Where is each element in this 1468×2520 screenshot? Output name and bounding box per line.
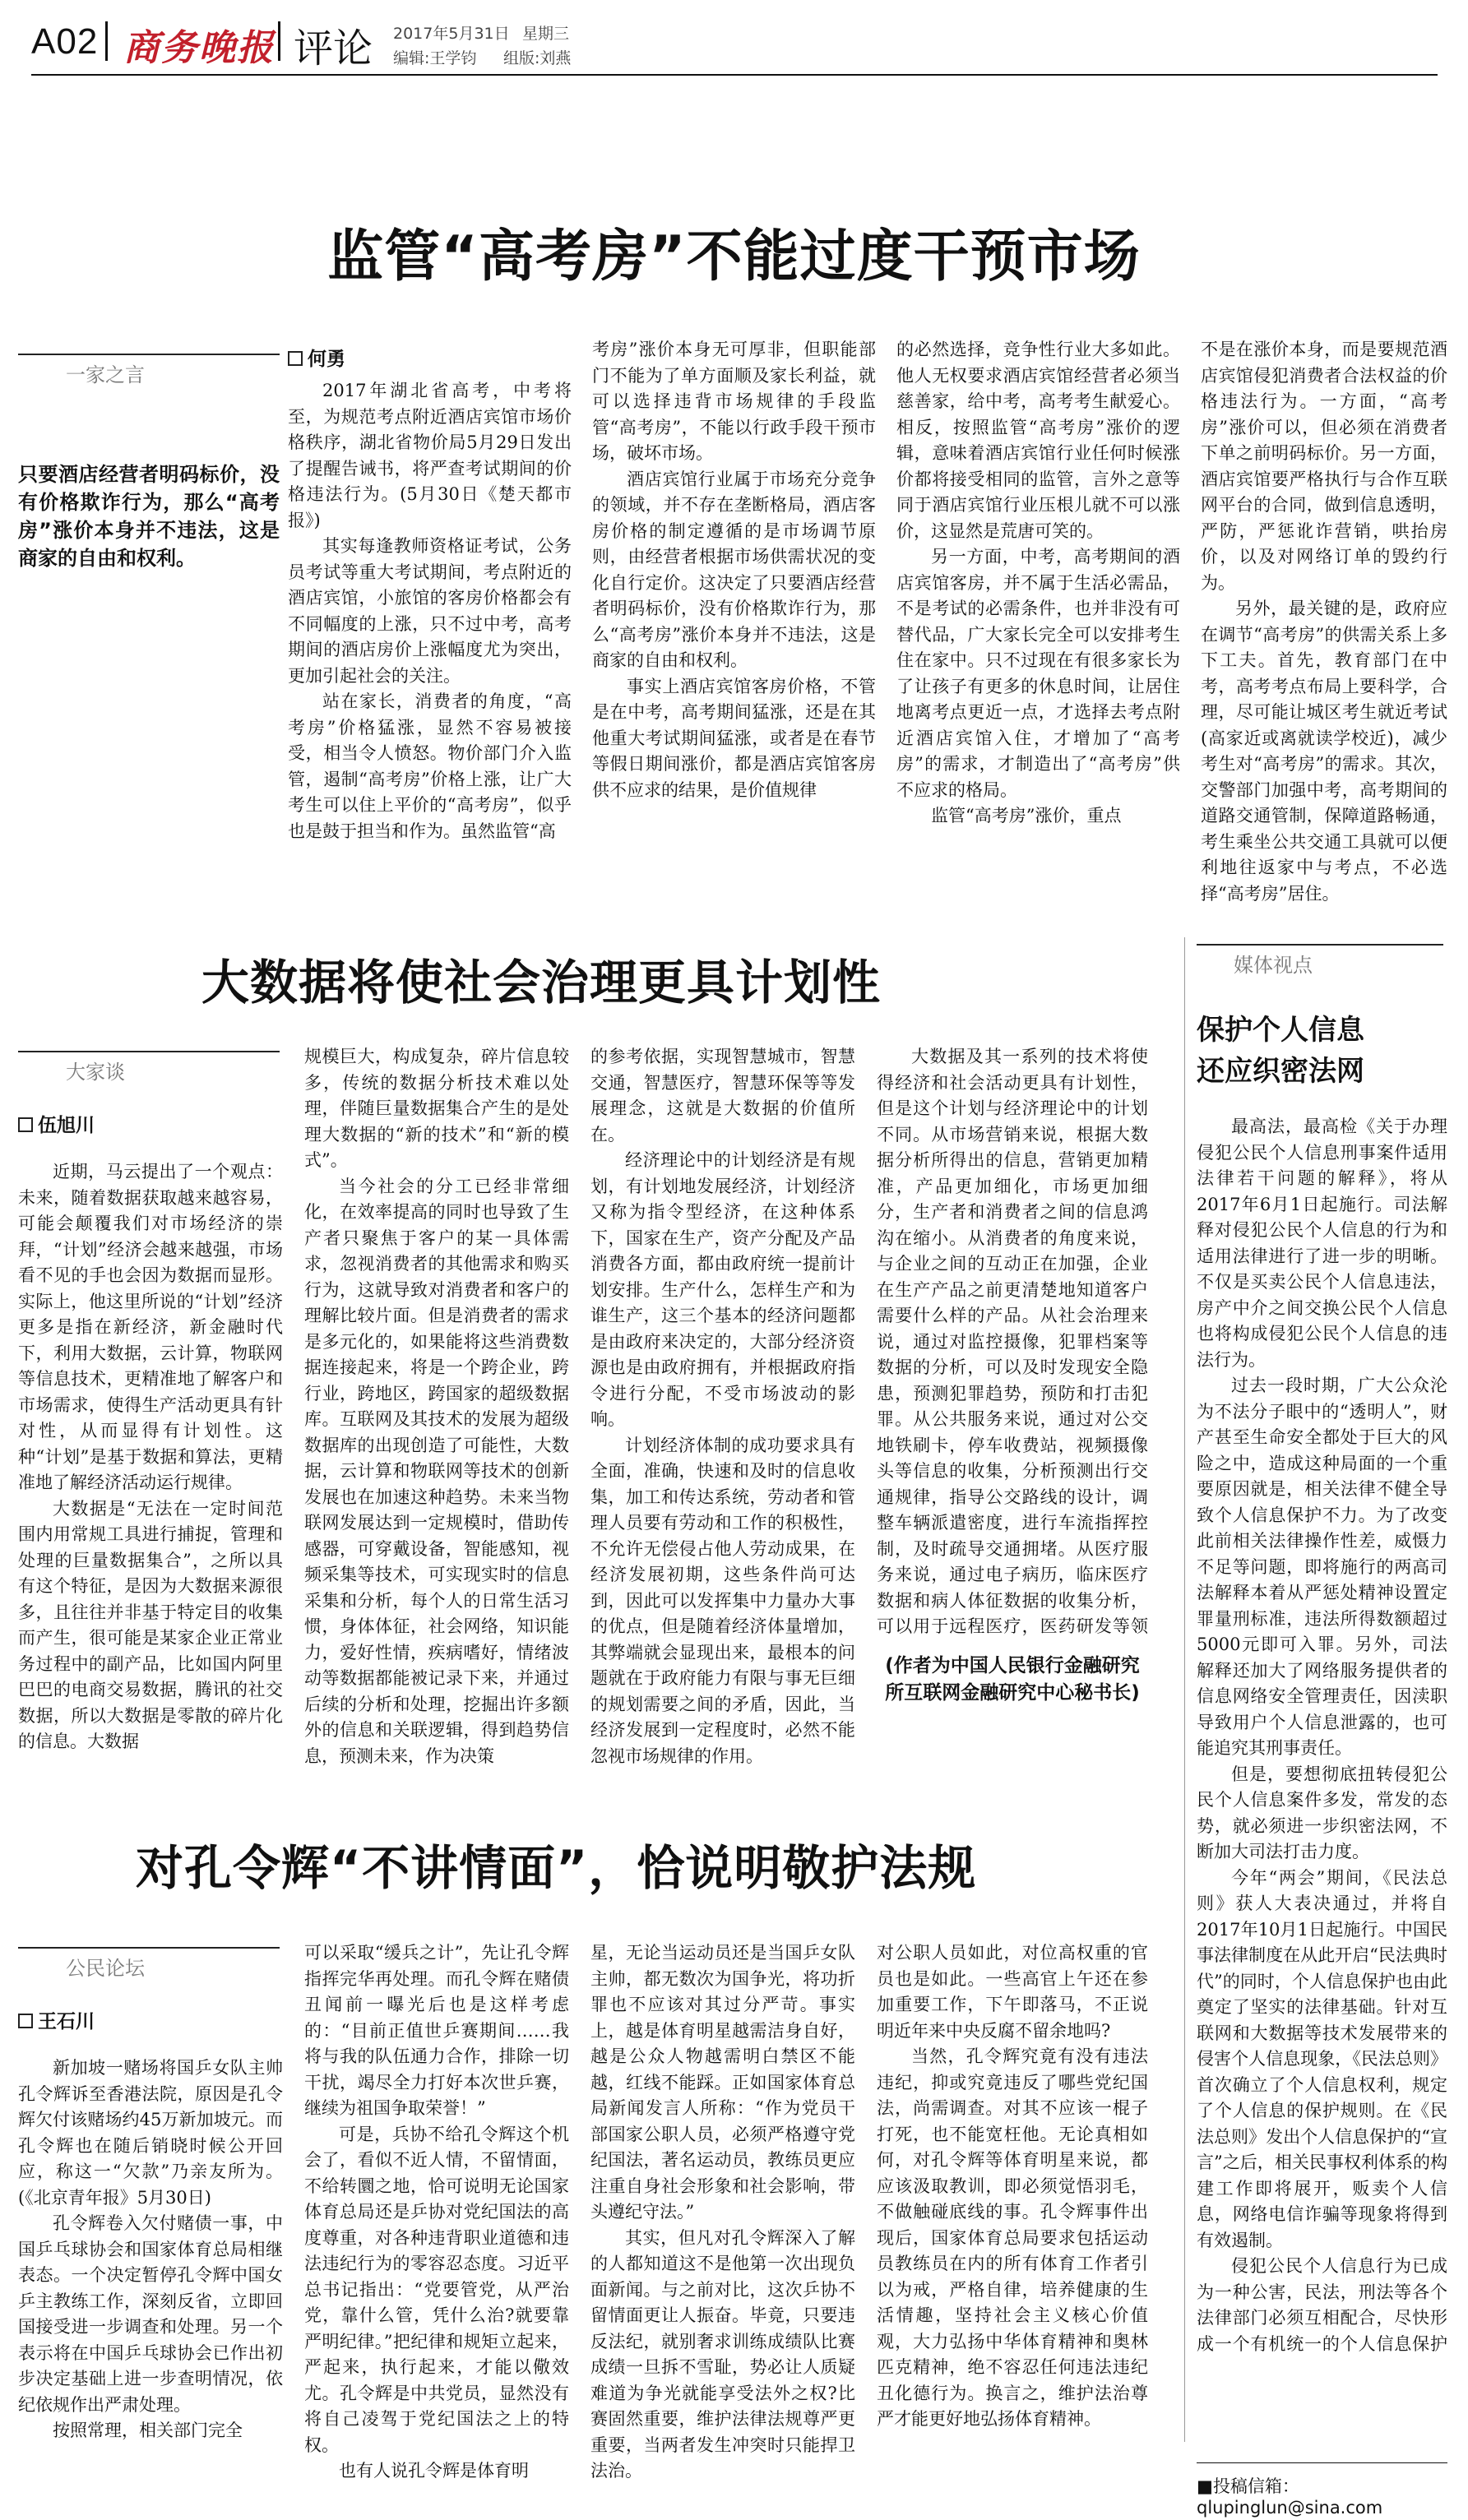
- footer-rule: [1197, 2462, 1447, 2463]
- article2-headline: 大数据将使社会治理更具计划性: [201, 955, 882, 1010]
- issue-weekday: 星期三: [522, 25, 570, 43]
- author-2: 伍旭川: [18, 1110, 95, 1137]
- article1-headline: 监管“高考房”不能过度干预市场: [327, 224, 1141, 289]
- column-box-1: [18, 354, 280, 355]
- article2-col3: 的参考依据，实现智慧城市，智慧交通，智慧医疗，智慧环保等等发展理念，这就是大数据的价值所在。 经济理论中的计划经济是有规划，有计划地发展经济，计划经济又称为指令型经济，在这种体系下，国家在生产，资产分配及产品消费各方面，都由政府统一提前计划安排。生产什么，怎样生产和为谁生产，这三个基本的经济问题都是由政府来决定的，大部分经济资源也是由政府拥有，并根据政府指令进行分配，不受市场波动的影响。 计划经济体制的成功要求具有全面，准确，快速和及时的信息收集，加工和传达系统，劳动者和管理人员要有劳动和工作的积极性，不允许无偿侵占他人劳动成果，在经济发展初期，这些条件尚可达到，因此可以发挥集中力量办大事的优点，但是随着经济体量增加，其弊端就会显现出来，最根本的问题就在于政府能力有限与事无巨细的规划需要之间的矛盾，因此，当经济发展到一定程度时，必然不能忽视市场规律的作用。: [590, 1047, 855, 1766]
- section-title: 评论: [294, 25, 373, 72]
- author-1: 何勇: [288, 344, 345, 371]
- article2-col1: 近期，马云提出了一个观点：未来，随着数据获取越来越容易，可能会颠覆我们对市场经济的崇拜，“计划”经济会越来越强，市场看不见的手也会因为数据而显形。实际上，他这里所说的“计划”经济更多是指在新经济，新金融时代下，利用大数据，云计算，物联网等信息技术，更精准地了解客户和市场需求，使得生产活动更具有针对性，从而显得有计划性。这种“计划”是基于数据和算法，更精准地了解经济活动运行规律。 大数据是“无法在一定时间范围内用常规工具进行捕捉，管理和处理的巨量数据集合”，之所以具有这个特征，是因为大数据来源很多，且往往并非基于特定目的收集而产生，很可能是某家企业正常业务过程中的副产品，比如国内阿里巴巴的电商交易数据，腾讯的社交数据，所以大数据是零散的碎片化的信息。大数据: [18, 1162, 283, 1751]
- pull-quote: 只要酒店经营者明码标价，没有价格欺诈行为，那么“高考房”涨价本身并不违法，这是商家的自由和权利。: [18, 463, 280, 570]
- layout-credit: 组版:刘燕: [503, 49, 572, 67]
- article2-col2: 规模巨大，构成复杂，碎片信息较多，传统的数据分析技术难以处理，伴随巨量数据集合产生的是处理大数据的“新的技术”和“新的模式”。 当今社会的分工已经非常细化，在效率提高的同时也导致了生产者只聚焦于客户的某一具体需求，忽视消费者的其他需求和购买行为，这就导致对消费者和客户的理解比较片面。但是消费者的需求是多元化的，如果能将这些消费数据连接起来，将是一个跨企业，跨行业，跨地区，跨国家的超级数据库。互联网及其技术的发展为超级数据库的出现创造了可能性，大数据，云计算和物联网等技术的创新发展也在加速这种趋势。未来当物联网发展达到一定规模时，借助传感器，可穿戴设备，智能感知，视频采集等技术，可实现实时的信息采集和分析，每个人的日常生活习惯，身体体征，社会网络，知识能力，爱好性情，疾病嗜好，情绪波动等数据都能被记录下来，并通过后续的分析和处理，挖掘出许多额外的信息和关联逻辑，得到趋势信息，预测未来，作为决策: [304, 1047, 569, 1766]
- column-name-2: 大家谈: [66, 1061, 125, 1084]
- submission-email: ■投稿信箱：qlupinglun@sina.com: [1197, 2476, 1383, 2518]
- article1-col3: 的必然选择，竞争性行业大多如此。他人无权要求酒店宾馆经营者必须当慈善家，给中考，高考考生献爱心。相反，按照监管“高考房”涨价的逻辑，意味着酒店宾馆行业任何时候涨价都将接受相同的监管，言外之意等同于酒店宾馆行业压根儿就不可以涨价，这显然是荒唐可笑的。 另一方面，中考，高考期间的酒店宾馆客房，并不属于生活必需品，不是考试的必需条件，也并非没有可替代品，广大家长完全可以安排考生住在家中。只不过现在有很多家长为了让孩子有更多的休息时间，让居住地离考点更近一点，才选择去考点附近酒店宾馆入住，才增加了“高考房”的需求，才制造出了“高考房”供不应求的格局。 监管“高考房”涨价，重点: [896, 340, 1180, 825]
- masthead-divider: [105, 21, 108, 61]
- article1-col4: 不是在涨价本身，而是要规范酒店宾馆侵犯消费者合法权益的价格违法行为。一方面，“高考房”涨价可以，但必须在消费者下单之前明码标价。另一方面，酒店宾馆要严格执行与合作互联网平台的合同，做到信息透明，严防，严惩讹诈营销，哄抬房价，以及对网络订单的毁约行为。 另外，最关键的是，政府应在调节“高考房”的供需关系上多下工夫。首先，教育部门在中考，高考考点布局上要科学，合理，尽可能让城区考生就近考试(高家近或离就读学校近)，减少考生对“高考房”的需求。其次，交警部门加强中考，高考期间的道路交通管制，保障道路畅通，考生乘坐公共交通工具就可以便利地往返家中与考点，不必选择“高考房”居住。: [1201, 340, 1447, 904]
- article3-col3: 星，无论当运动员还是当国乒女队主帅，都无数次为国争光，将功折罪也不应该对其过分严苛。事实上，越是体育明星越需洁身自好，越是公众人物越需明白禁区不能越，红线不能踩。正如国家体育总局新闻发言人所称：“作为党员干部国家公职人员，必须严格遵守党纪国法，著名运动员，教练员更应注重自身社会形象和社会影响，带头遵纪守法。” 其实，但凡对孔令辉深入了解的人都知道这不是他第一次出现负面新闻。与之前对比，这次乒协不留情面更让人振奋。毕竟，只要违反法纪，就别奢求训练成绩队比赛成绩一旦拆不雪耻，势必让人质疑难道为争光就能享受法外之权?比赛固然重要，维护法律法规尊严更重要，当两者发生冲突时只能捍卫法治。: [590, 1943, 855, 2481]
- sidebar-title-line2: 还应织密法网: [1197, 1055, 1364, 1088]
- newspaper-logo: 商务晚报: [123, 27, 275, 69]
- page-number: A02: [31, 21, 99, 62]
- article1-col2: 考房”涨价本身无可厚非，但职能部门不能为了单方面顺及家长利益，就可以选择违背市场规律的手段监管“高考房”，不能以行政手段干预市场，破坏市场。 酒店宾馆行业属于市场充分竞争的领域，并不存在垄断格局，酒店客房价格的制定遵循的是市场调节原则，由经营者根据市场供需状况的变化自行定价。这决定了只要酒店经营者明码标价，没有价格欺诈行为，那么“高考房”涨价本身并不违法，这是商家的自由和权利。 事实上酒店宾馆客房价格，不管是在中考，高考期间猛涨，还是在其他重大考试期间猛涨，或者是在春节等假日期间涨价，都是酒店宾馆客房供不应求的结果，是价值规律: [592, 340, 876, 800]
- sidebar-box: [1197, 944, 1443, 946]
- sidebar-divider: [1184, 937, 1185, 2442]
- article3-headline: 对孔令辉“不讲情面”，恰说明敬护法规: [136, 1840, 977, 1896]
- column-name-3: 公民论坛: [66, 1957, 145, 1980]
- author-3: 王石川: [18, 2006, 95, 2033]
- article3-col2: 可以采取“缓兵之计”，先让孔令辉指挥完华再处理。而孔令辉在赌债丑闻前一曝光后也是这样考虑的：“目前正值世乒赛期间……我将与我的队伍通力合作，排除一切干扰，竭尽全力打好本次世乒赛，继续为祖国争取荣誉！” 可是，兵协不给孔令辉这个机会了，看似不近人情，不留情面，不给转圜之地，恰可说明无论国家体育总局还是乒协对党纪国法的高度尊重，对各种违背职业道德和违法违纪行为的零容忍态度。习近平总书记指出：“党要管党，从严治党，靠什么管，凭什么治?就要靠严明纪律。”把纪律和规矩立起来，严起来，执行起来，才能以儆效尤。孔令辉是中共党员，显然没有将自己凌驾于党纪国法之上的特权。 也有人说孔令辉是体育明: [304, 1943, 569, 2481]
- column-box-2: [18, 1051, 280, 1052]
- article3-col4: 对公职人员如此，对位高权重的官员也是如此。一些高官上午还在参加重要工作，下午即落马，不正说明近年来中央反腐不留余地吗? 当然，孔令辉究竟有没有违法违纪，抑或究竟违反了哪些党纪国法，尚需调查。对其不应该一棍子打死，也不能宽枉他。无论真相如何，对孔令辉等体育明星来说，都应该汲取教训，即必须觉悟羽毛，不做触碰底线的事。孔令辉事件出现后，国家体育总局要求包括运动员教练员在内的所有体育工作者引以为戒，严格自律，培养健康的生活情趣，坚持社会主义核心价值观，大力弘扬中华体育精神和奥林匹克精神，绝不容忍任何违法违纪丑化德行为。换言之，维护法治尊严才能更好地弘扬体育精神。: [877, 1943, 1148, 2429]
- column-name-1: 一家之言: [66, 363, 145, 386]
- sidebar-title-line1: 保护个人信息: [1197, 1014, 1364, 1047]
- article1-col1: 2017年湖北省高考，中考将至，为规范考点附近酒店宾馆市场价格秩序，湖北省物价局5月29日发出了提醒告诫书，将严查考试期间的价格违法行为。(5月30日《楚天都市报》) 其实每逢教师资格证考试，公务员考试等重大考试期间，考点附近的酒店宾馆，小旅馆的客房价格都会有不同幅度的上涨，只不过中考，高考期间的酒店房价上涨幅度尤为突出，更加引起社会的关注。 站在家长，消费者的角度，“高考房”价格猛涨，显然不容易被接受，相当令人愤怒。物价部门介入监管，遏制“高考房”价格上涨，让广大考生可以住上平价的“高考房”，似乎也是鼓于担当和作为。虽然监管“高: [288, 381, 572, 841]
- article2-col4: 大数据及其一系列的技术将使得经济和社会活动更具有计划性，但是这个计划与经济理论中的计划不同。从市场营销来说，根据大数据分析所得出的信息，营销更加精准，产品更加细化，市场更加细分，生产者和消费者之间的信息鸿沟在缩小。从消费者的角度来说，与企业之间的互动正在加强，企业在生产产品之前更清楚地知道客户需要什么样的产品。从社会治理来说，通过对监控摄像，犯罪档案等数据的分析，可以及时发现安全隐患，预测犯罪趋势，预防和打击犯罪。从公共服务来说，通过对公交地铁刷卡，停车收费站，视频摄像头等信息的收集，分析预测出行交通规律，指导公交路线的设计，调整车辆派遣密度，进行车流指挥控制，及时疏导交通拥堵。从医疗服务来说，通过电子病历，临床医疗数据和病人体征数据的收集分析，可以用于远程医疗，医药研发等领: [877, 1047, 1148, 1636]
- sidebar-body: 最高法，最高检《关于办理侵犯公民个人信息刑事案件适用法律若干问题的解释》，将从2017年6月1日起施行。司法解释对侵犯公民个人信息的行为和适用法律进行了进一步的明晰。不仅是买卖公民个人信息违法，房产中介之间交换公民个人信息也将构成侵犯公民个人信息的违法行为。 过去一段时期，广大公众沦为不法分子眼中的“透明人”，财产甚至生命安全都处于巨大的风险之中，造成这种局面的一个重要原因就是，相关法律不健全导致个人信息保护不力。为了改变此前相关法律操作性差，威慑力不足等问题，即将施行的两高司法解释本着从严惩处精神设置定罪量刑标准，违法所得数额超过5000元即可入罪。另外，司法解释还加大了网络服务提供者的信息网络安全管理责任，因渎职导致用户个人信息泄露的，也可能追究其刑事责任。 但是，要想彻底扭转侵犯公民个人信息案件多发，常发的态势，就必须进一步织密法网，不断加大司法打击力度。 今年“两会”期间，《民法总则》获人大表决通过，并将自2017年10月1日起施行。中国民事法律制度在从此开启“民法典时代”的同时，个人信息保护也由此奠定了坚实的法律基础。针对互联网和大数据等技术发展带来的侵害个人信息现象，《民法总则》首次确立了个人信息权利，规定了个人信息的保护规则。在《民法总则》发出个人信息保护的“宣言”之后，相关民事权利体系的构建工作即将展开，贩卖个人信息，网络电信诈骗等现象将得到有效遏制。 侵犯公民个人信息行为已成为一种公害，民法，刑法等各个法律部门必须互相配合，尽快形成一个有机统一的个人信息保护: [1197, 1117, 1447, 2354]
- column-box-3: [18, 1947, 280, 1949]
- article3-col1: 新加坡一赌场将国乒女队主帅孔令辉诉至香港法院，原因是孔令辉欠付该赌场约45万新加坡元。而孔令辉也在随后销晓时候公开回应，称这一“欠款”乃亲友所为。(《北京青年报》5月30日) 孔令辉卷入欠付赌债一事，中国乒乓球协会和国家体育总局相继表态。一个决定暂停孔令辉中国女乒主教练工作，深刻反省，立即回国接受进一步调查和处理。另一个表示将在中国乒乓球协会已作出初步决定基础上进一步查明情况，依纪依规作出严肃处理。 按照常理，相关部门完全: [18, 2058, 283, 2440]
- masthead-divider: [278, 21, 280, 61]
- masthead-rule: [31, 74, 1438, 76]
- sidebar-column-name: 媒体视点: [1234, 954, 1313, 977]
- article2-signature: (作者为中国人民银行金融研究所互联网金融研究中心秘书长): [885, 1655, 1140, 1704]
- editor-credit: 编辑:王学钧: [393, 49, 477, 67]
- issue-date: 2017年5月31日: [393, 25, 510, 43]
